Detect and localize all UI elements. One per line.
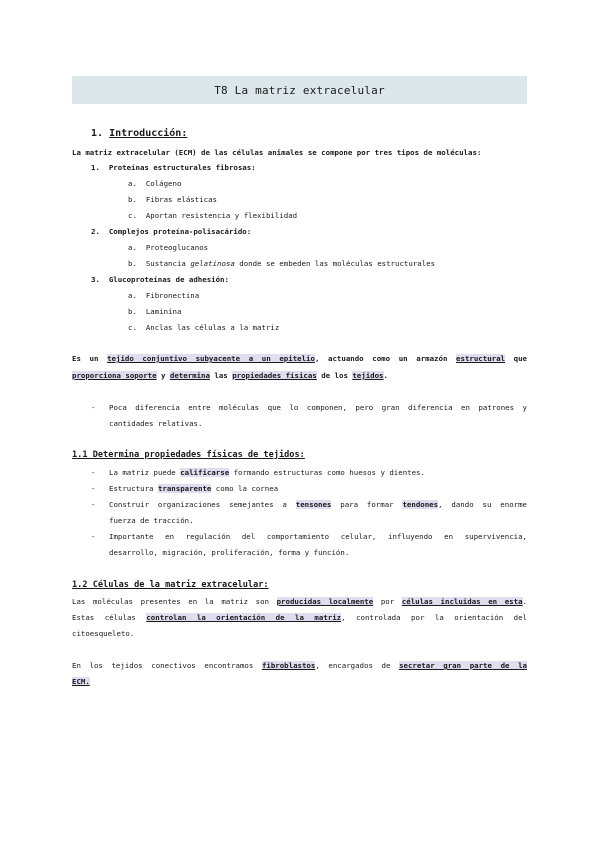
section-heading: 1.2 Células de la matriz extracelular: xyxy=(72,580,269,590)
note-line: Poca diferencia entre moléculas que lo componen, pero gran diferencia en patrones y xyxy=(109,403,527,412)
sub-list-item: a. Colágeno xyxy=(128,179,182,188)
intro-lead: La matriz extracelular (ECM) de las células animales se compone por tres tipos de moléculas: xyxy=(72,148,482,157)
bullet-dash: - xyxy=(91,468,96,477)
page-title: T8 La matriz extracelular xyxy=(214,83,385,97)
title-banner xyxy=(72,76,527,104)
sub-list-item: c. Anclas las células a la matriz xyxy=(128,323,280,332)
bullet-dash: - xyxy=(91,500,96,509)
bullet-dash: - xyxy=(91,403,96,412)
paragraph-line: Es un tejido conjuntivo subyacente a un epitelio, actuando como un armazón estructural que xyxy=(72,354,527,363)
bullet-item: La matriz puede calificarse formando estructuras como huesos y dientes. xyxy=(109,468,425,477)
note-line: cantidades relativas. xyxy=(109,419,203,428)
paragraph-line: proporciona soporte y determina las propiedades físicas de los tejidos. xyxy=(72,371,388,380)
sub-list-item: b. Sustancia gelatinosa donde se embeden las moléculas estructurales xyxy=(128,259,436,268)
paragraph-line: ECM. xyxy=(72,677,90,686)
bullet-dash: - xyxy=(91,484,96,493)
sub-list-item: a. Fibronectina xyxy=(128,291,200,300)
paragraph-line: Estas células controlan la orientación de la matriz, controlada por la orientación del xyxy=(72,613,528,622)
list-item: 1. Proteínas estructurales fibrosas: xyxy=(91,163,256,172)
sub-list-item: b. Fibras elásticas xyxy=(128,195,218,204)
list-item: 2. Complejos proteína-polisacárido: xyxy=(91,227,252,236)
sub-list-item: c. Aportan resistencia y flexibilidad xyxy=(128,211,298,220)
bullet-item-cont: desarrollo, migración, proliferación, forma y función. xyxy=(109,548,350,557)
section-heading: 1.1 Determina propiedades físicas de tejidos: xyxy=(72,450,305,460)
sub-list-item: b. Laminina xyxy=(128,307,182,316)
bullet-item: Importante en regulación del comportamiento celular, influyendo en supervivencia, xyxy=(109,532,527,541)
paragraph-line: citoesqueleto. xyxy=(72,629,135,638)
bullet-item-cont: fuerza de tracción. xyxy=(109,516,194,525)
paragraph-line: En los tejidos conectivos encontramos fibroblastos, encargados de secretar gran parte de la xyxy=(72,661,527,670)
bullet-item: Construir organizaciones semejantes a tensones para formar tendones, dando su enorme xyxy=(109,500,527,509)
bullet-dash: - xyxy=(91,532,96,541)
intro-heading: 1. Introducción: xyxy=(91,128,188,139)
sub-list-item: a. Proteoglucanos xyxy=(128,243,209,252)
bullet-item: Estructura transparente como la cornea xyxy=(109,484,279,493)
paragraph-line: Las moléculas presentes en la matriz son producidas localmente por células incluidas en esta. xyxy=(72,597,527,606)
list-item: 3. Glucoproteínas de adhesión: xyxy=(91,275,229,284)
